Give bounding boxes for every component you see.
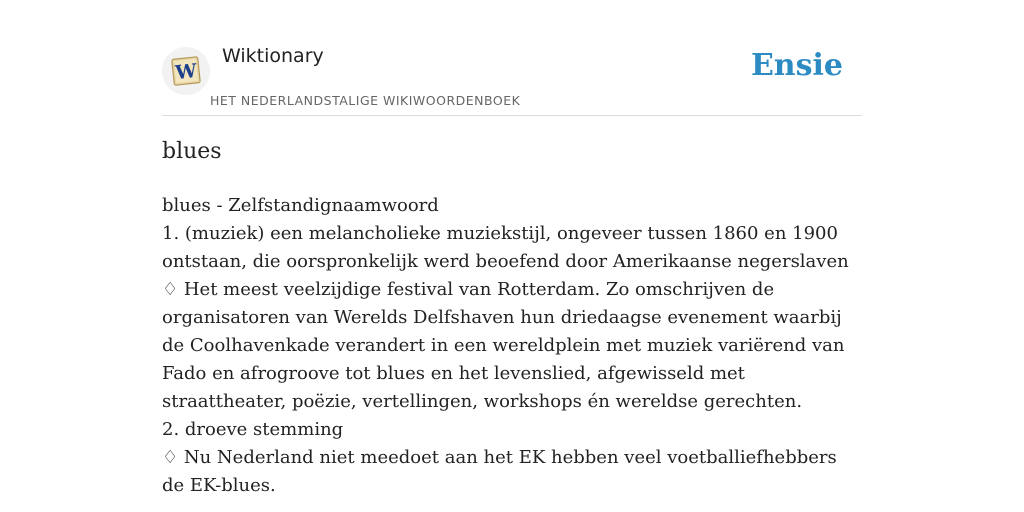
entry-title: blues [162, 139, 222, 164]
example-2: ♢ Nu Nederland niet meedoet aan het EK hebben veel voetballiefhebbers de EK-blues. [162, 447, 837, 496]
definition-2: 2. droeve stemming [162, 419, 344, 440]
header [162, 0, 862, 116]
site-name[interactable]: Wiktionary [222, 45, 324, 67]
ensie-brand-link[interactable]: Ensie [750, 48, 843, 83]
logo-tile [166, 51, 206, 91]
wiktionary-logo-icon[interactable] [162, 47, 210, 95]
content [162, 0, 862, 496]
example-1: ♢ Het meest veelzijdige festival van Rotterdam. Zo omschrijven de organisatoren van Werelds Delfshaven hun driedaagse evenement waarbij de Coolhavenkade verandert in een wereldplein met muziek variërend van Fado en afrogroove tot blues en het levenslied, afgewisseld met straattheater, poëzie, vertellingen, workshops én wereldse gerechten. [162, 279, 845, 412]
definition-1: 1. (muziek) een melancholieke muziekstijl, ongeveer tussen 1860 en 1900 ontstaan, die oorspronkelijk werd beoefend door Amerikaanse negerslaven [162, 223, 849, 272]
site-tagline: HET NEDERLANDSTALIGE WIKIWOORDENBOEK [210, 93, 521, 108]
logo-letter: W [174, 59, 198, 85]
part-of-speech-line: blues - Zelfstandignaamwoord [162, 195, 439, 216]
entry-body [162, 192, 862, 500]
